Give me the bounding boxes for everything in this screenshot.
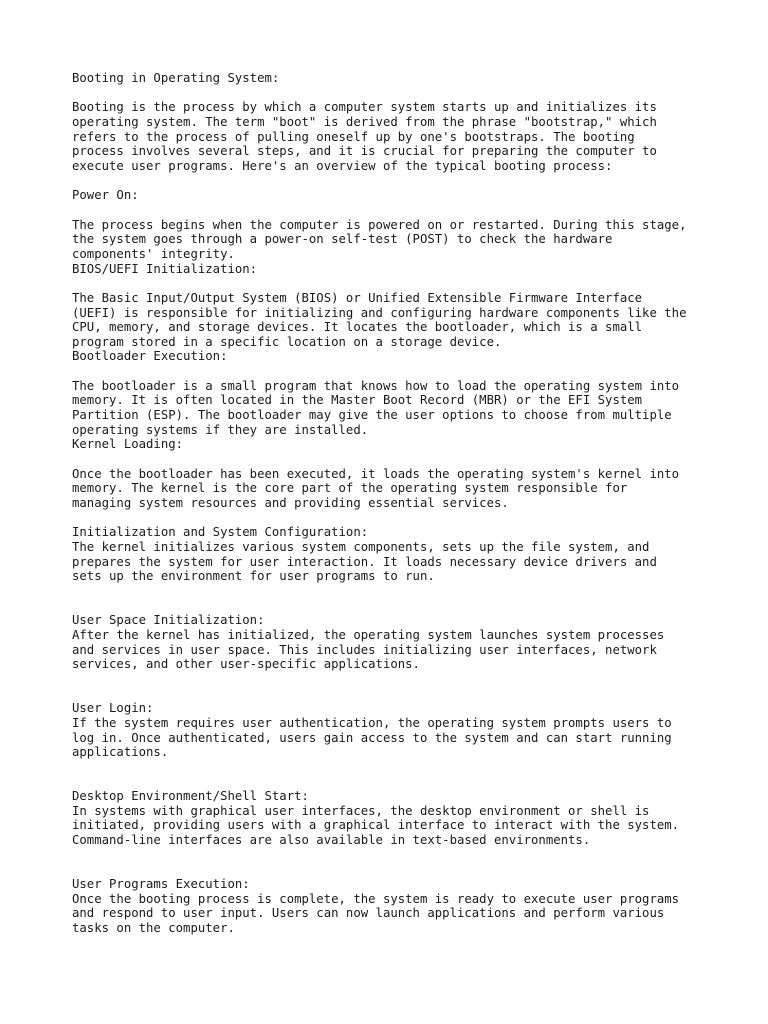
text-line: operating systems if they are installed. [72,422,369,437]
document-text [72,71,712,936]
text-line: Initialization and System Configuration: [72,525,369,540]
text-line: operating system. The term "boot" is derived from the phrase "bootstrap," which [72,114,657,129]
text-line: Booting is the process by which a computer system starts up and initializes its [72,100,657,115]
text-line: Once the bootloader has been executed, it loads the operating system's kernel into [72,466,680,481]
text-line: (UEFI) is responsible for initializing and configuring hardware components like the [72,305,687,320]
text-line: BIOS/UEFI Initialization: [72,261,258,276]
text-line: components' integrity. [72,246,235,261]
text-line: If the system requires user authentication, the operating system prompts users to [72,715,672,730]
text-line: tasks on the computer. [72,921,235,936]
text-line: prepares the system for user interaction. It loads necessary device drivers and [72,554,657,569]
text-line: services, and other user-specific applications. [72,657,420,672]
text-line: The kernel initializes various system components, sets up the file system, and [72,540,650,554]
text-line: and respond to user input. Users can now launch applications and perform various [72,906,665,921]
text-line: applications. [72,745,169,760]
text-line: managing system resources and providing essential services. [72,496,509,511]
text-line: User Programs Execution: [72,877,250,892]
text-line: The bootloader is a small program that knows how to load the operating system into [72,378,680,393]
text-line: Booting in Operating System: [72,71,280,85]
text-line: the system goes through a power-on self-test (POST) to check the hardware [72,232,613,247]
text-line: memory. The kernel is the core part of the operating system responsible for [72,481,628,496]
text-line: sets up the environment for user programs to run. [72,569,435,584]
text-line: and services in user space. This includes initializing user interfaces, network [72,642,657,657]
text-line: refers to the process of pulling oneself up by one's bootstraps. The booting [72,129,635,144]
text-line: Bootloader Execution: [72,349,228,364]
text-line: execute user programs. Here's an overview of the typical booting process: [72,158,613,173]
text-line: CPU, memory, and storage devices. It locates the bootloader, which is a small [72,320,643,335]
text-line: process involves several steps, and it is crucial for preparing the computer to [72,144,657,159]
text-line: User Space Initialization: [72,613,265,628]
text-line: Desktop Environment/Shell Start: [72,789,309,804]
text-line: Power On: [72,188,139,203]
text-line: Partition (ESP). The bootloader may give the user options to choose from multiple [72,408,672,423]
text-line: The Basic Input/Output System (BIOS) or Unified Extensible Firmware Interface [72,290,643,305]
text-line: The process begins when the computer is powered on or restarted. During this stage, [72,217,687,232]
text-line: memory. It is often located in the Master Boot Record (MBR) or the EFI System [72,393,643,408]
text-line: program stored in a specific location on a storage device. [72,334,502,349]
text-line: User Login: [72,701,154,716]
text-line: Command-line interfaces are also available in text-based environments. [72,833,591,848]
text-line: log in. Once authenticated, users gain access to the system and can start running [72,730,672,745]
text-line: In systems with graphical user interfaces, the desktop environment or shell is [72,803,650,818]
text-line: Kernel Loading: [72,437,184,452]
text-line: Once the booting process is complete, the system is ready to execute user programs [72,891,680,906]
text-line: After the kernel has initialized, the operating system launches system processes [72,627,665,642]
text-line: initiated, providing users with a graphical interface to interact with the system. [72,818,680,833]
